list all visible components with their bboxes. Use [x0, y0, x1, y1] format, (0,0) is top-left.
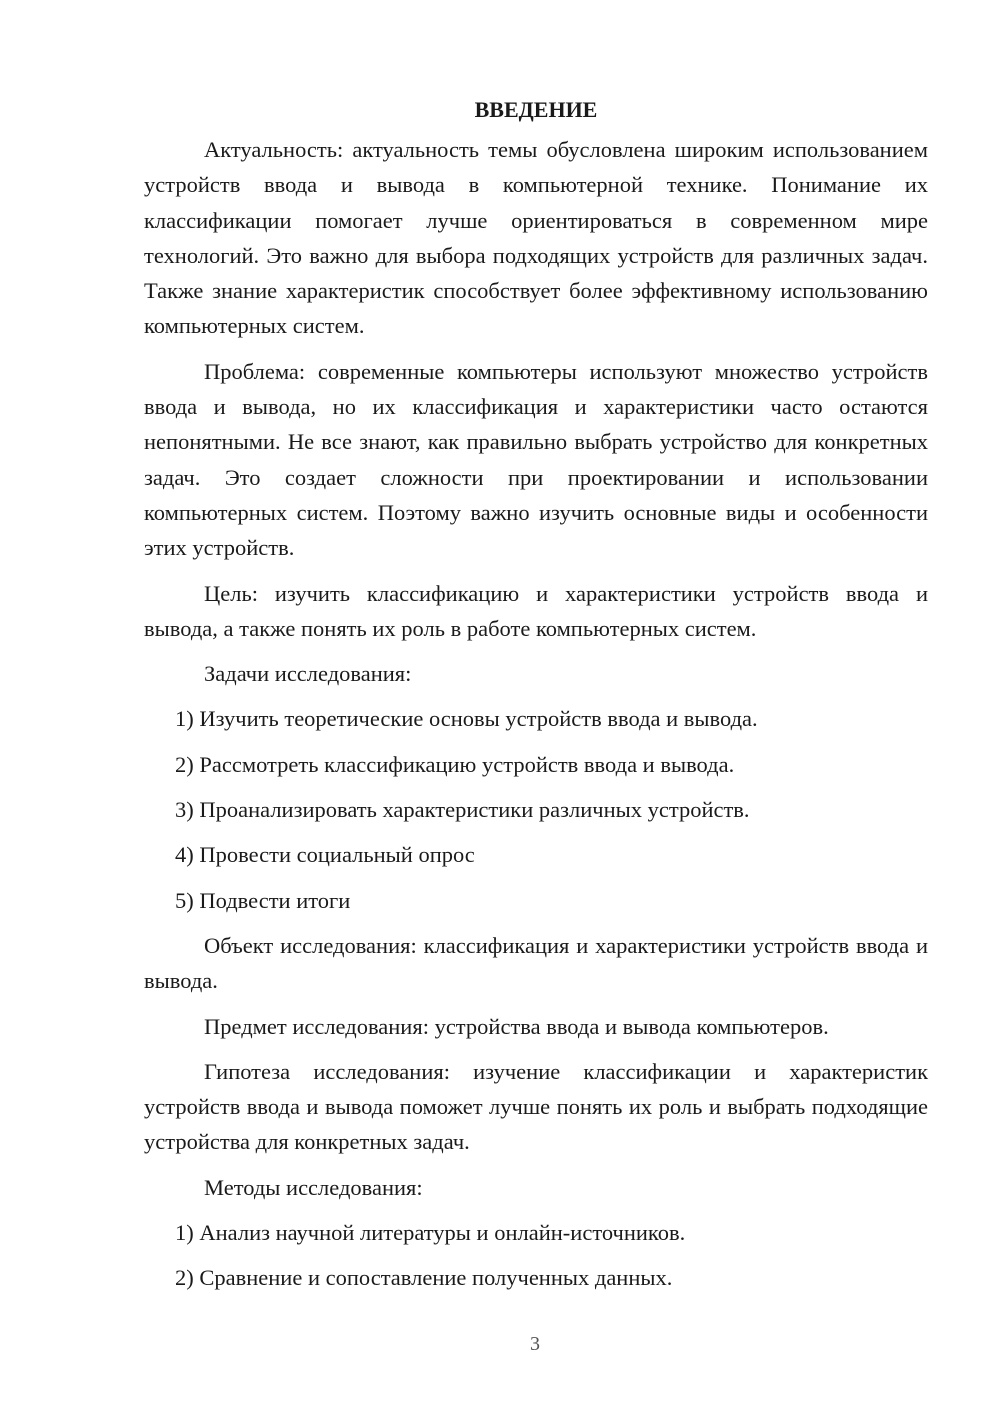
relevance-paragraph: Актуальность: актуальность темы обусловлена широким использованием устройств ввода и вывода в компьютерной технике. Понимание их классификации помогает лучше ориентироваться в современном мире технологий. Это важно для выбора подходящих устройств для различных задач. Также знание характеристик способствует более эффективному использованию компьютерных систем. [144, 137, 928, 339]
list-item: 2) Рассмотреть классификацию устройств ввода и вывода. [175, 751, 735, 777]
hypothesis-paragraph: Гипотеза исследования: изучение классификации и характеристик устройств ввода и вывода поможет лучше понять их роль и выбрать подходящие устройства для конкретных задач. [144, 1058, 928, 1155]
methods-heading: Методы исследования: [204, 1174, 423, 1200]
methods-list [144, 1215, 928, 1296]
list-item: 1) Изучить теоретические основы устройств ввода и вывода. [175, 706, 758, 732]
list-item: 1) Анализ научной литературы и онлайн-источников. [175, 1220, 686, 1246]
list-item: 2) Сравнение и сопоставление полученных данных. [175, 1265, 673, 1291]
object-paragraph: Объект исследования: классификация и характеристики устройств ввода и вывода. [144, 932, 928, 994]
tasks-list [144, 701, 928, 917]
goal-paragraph: Цель: изучить классификацию и характеристики устройств ввода и вывода, а также понять их роль в работе компьютерных систем. [144, 580, 928, 641]
problem-paragraph: Проблема: современные компьютеры используют множество устройств ввода и вывода, но их классификация и характеристики часто остаются непонятными. Не все знают, как правильно выбрать устройство для конкретных задач. Это создает сложности при проектировании и использовании компьютерных систем. Поэтому важно изучить основные виды и особенности этих устройств. [144, 358, 928, 561]
tasks-heading: Задачи исследования: [204, 661, 412, 687]
page-title: ВВЕДЕНИЕ [474, 97, 598, 122]
list-item: 5) Подвести итоги [175, 887, 351, 913]
list-item: 3) Проанализировать характеристики различных устройств. [175, 797, 750, 823]
document-page [144, 92, 928, 1306]
subject-paragraph: Предмет исследования: устройства ввода и вывода компьютеров. [204, 1013, 829, 1039]
page-number: 3 [530, 1333, 540, 1355]
list-item: 4) Провести социальный опрос [175, 842, 475, 868]
